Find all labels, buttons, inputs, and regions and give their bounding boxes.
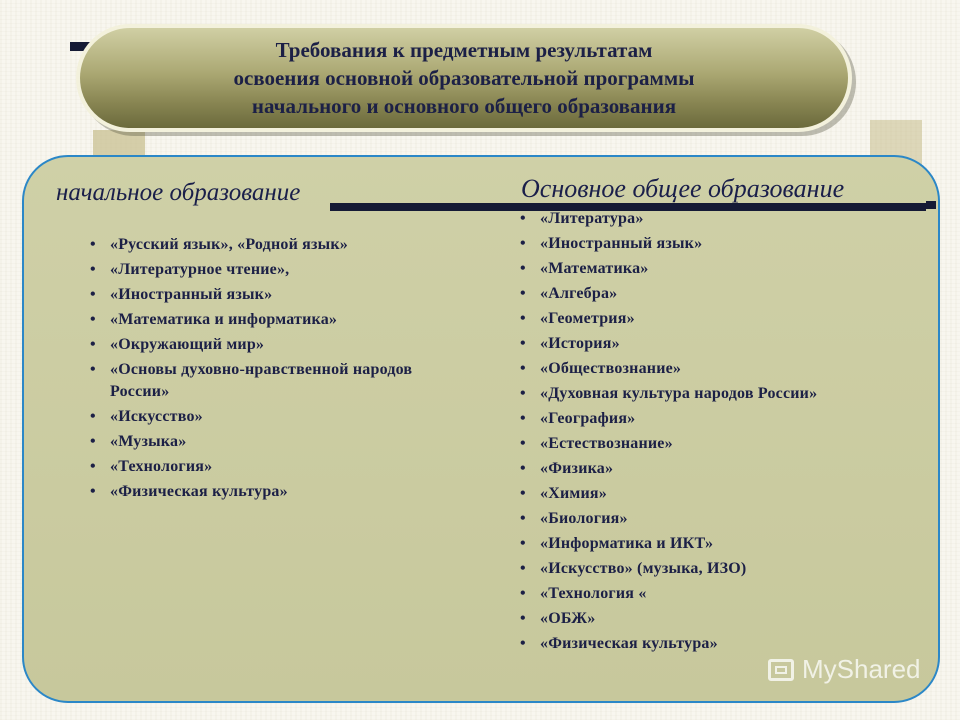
decorative-bar-right <box>926 201 936 209</box>
list-item: • «Основы духовно-нравственной народов России» <box>88 359 428 403</box>
list-item: • «Физическая культура» <box>518 633 848 655</box>
list-item: • «Геометрия» <box>518 308 848 330</box>
header-line-3: начального и основного общего образования <box>251 94 677 118</box>
list-item: • «Литература» <box>518 208 848 230</box>
list-item: • «Музыка» <box>88 431 428 453</box>
list-item: • «Информатика и ИКТ» <box>518 533 848 555</box>
list-item: • «Русский язык», «Родной язык» <box>88 234 428 256</box>
list-item: • «География» <box>518 408 848 430</box>
list-item: • «Иностранный язык» <box>88 284 428 306</box>
list-item: • «Технология» <box>88 456 428 478</box>
primary-subject-list <box>88 234 428 506</box>
list-item: • «Окружающий мир» <box>88 334 428 356</box>
list-item: • «Физика» <box>518 458 848 480</box>
basic-education-title: Основное общее образование <box>521 174 845 203</box>
list-item: • «Химия» <box>518 483 848 505</box>
header-line-2: освоения основной образовательной программы <box>233 66 695 90</box>
list-item: • «Обществознание» <box>518 358 848 380</box>
list-item: • «Технология « <box>518 583 848 605</box>
presentation-icon <box>768 659 794 681</box>
list-item: • «Физическая культура» <box>88 481 428 503</box>
list-item: • «Литературное чтение», <box>88 259 428 281</box>
header-line-1: Требования к предметным результатам <box>275 38 653 62</box>
slide-header <box>76 24 852 132</box>
list-item: • «Искусство» <box>88 406 428 428</box>
list-item: • «История» <box>518 333 848 355</box>
list-item: • «Естествознание» <box>518 433 848 455</box>
list-item: • «Математика и информатика» <box>88 309 428 331</box>
list-item: • «Искусство» (музыка, ИЗО) <box>518 558 848 580</box>
list-item: • «Математика» <box>518 258 848 280</box>
basic-subject-list <box>518 208 848 658</box>
primary-education-title: начальное образование <box>56 179 301 206</box>
list-item: • «Алгебра» <box>518 283 848 305</box>
list-item: • «Иностранный язык» <box>518 233 848 255</box>
list-item: • «ОБЖ» <box>518 608 848 630</box>
watermark <box>768 654 921 685</box>
watermark-text: MyShared <box>802 654 921 684</box>
list-item: • «Духовная культура народов России» <box>518 383 848 405</box>
list-item: • «Биология» <box>518 508 848 530</box>
